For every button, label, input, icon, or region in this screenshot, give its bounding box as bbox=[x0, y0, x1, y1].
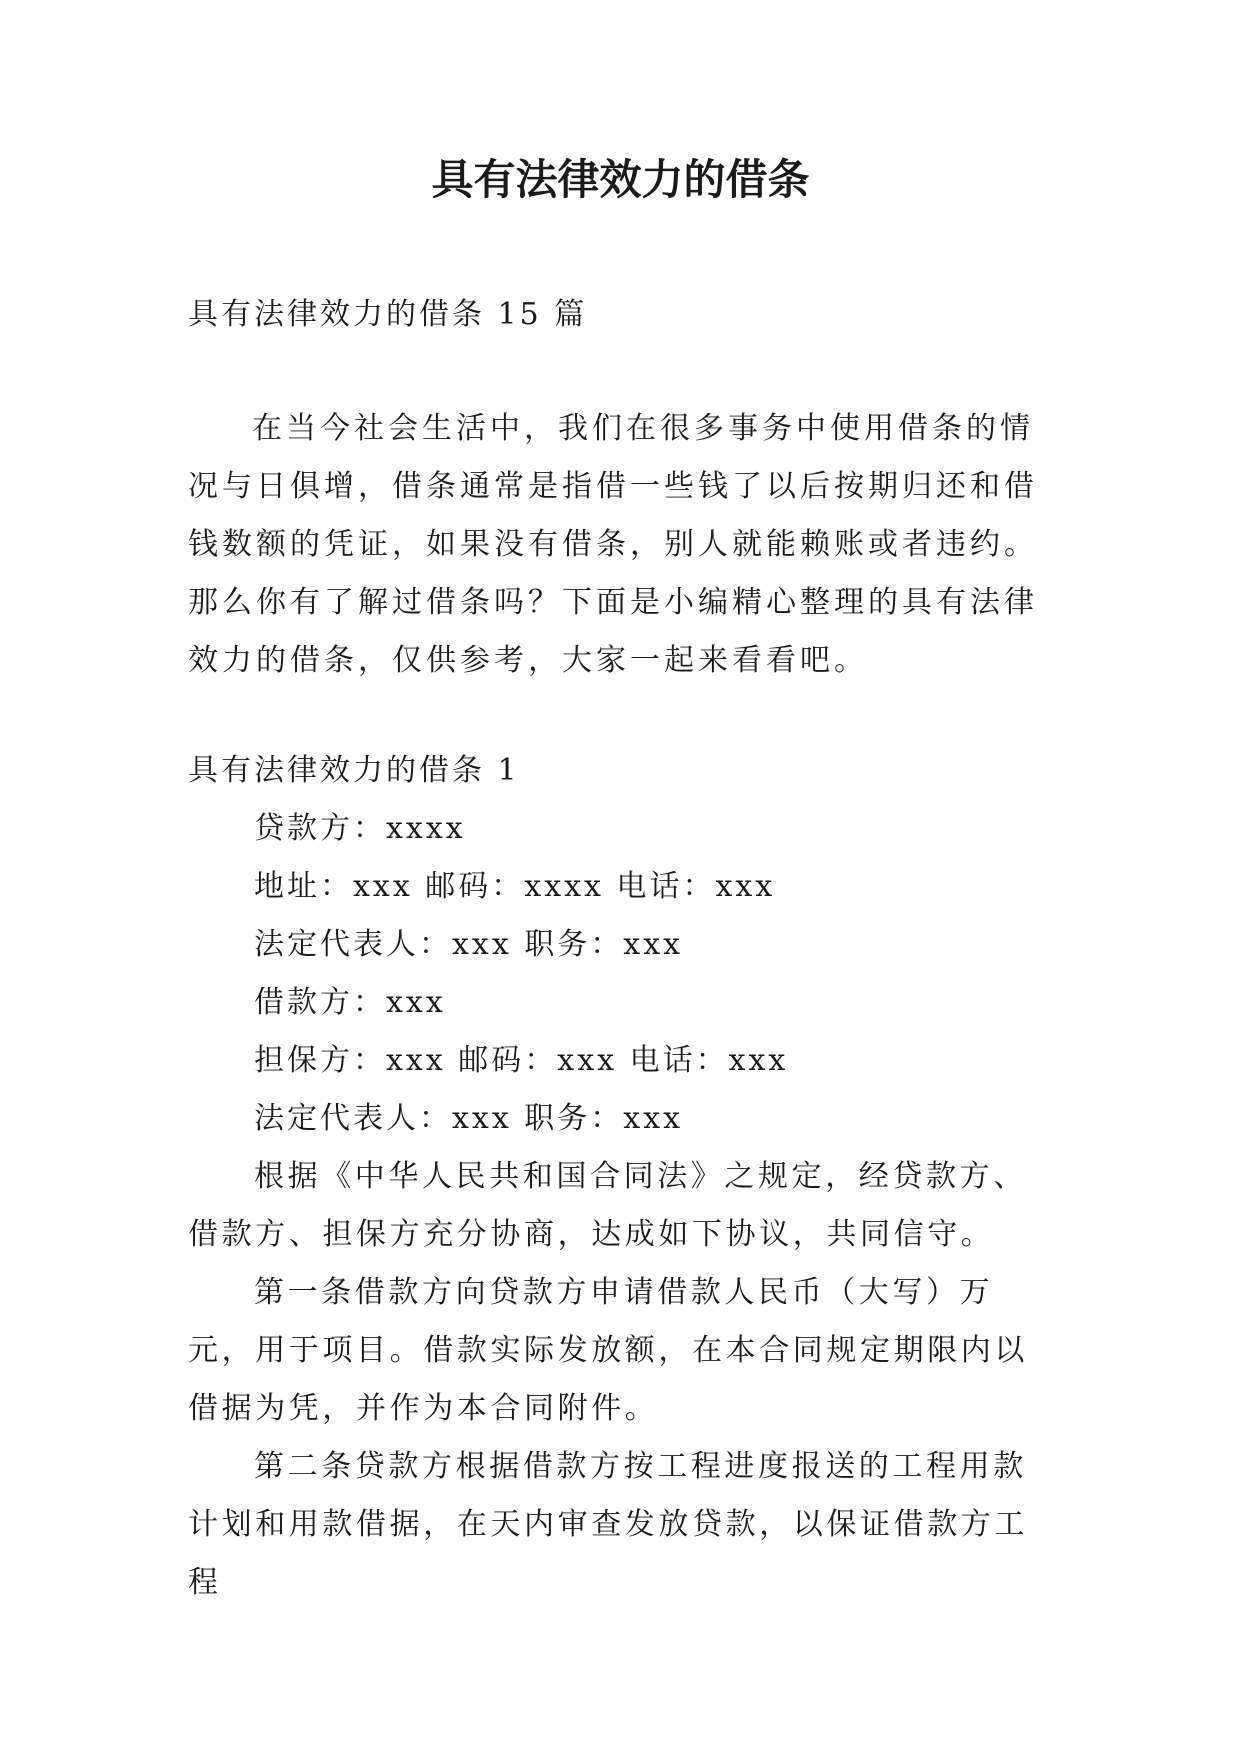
intro-paragraph: 在当今社会生活中，我们在很多事务中使用借条的情况与日俱增，借条通常是指借一些钱了以后按期归还和借钱数额的凭证，如果没有借条，别人就能赖账或者违约。那么你有了解过借条吗？下面是小编精心整理的具有法律效力的借条，仅供参考，大家一起来看看吧。 bbox=[188, 411, 1038, 678]
document-title: 具有法律效力的借条 bbox=[431, 155, 810, 204]
field-lender: 贷款方：xxxx bbox=[254, 811, 466, 846]
article-two-paragraph: 第二条贷款方根据借款方按工程进度报送的工程用款计划和用款借据，在天内审查发放贷款，以保证借款方工程 bbox=[188, 1449, 1028, 1600]
field-guarantor: 担保方：xxx 邮码：xxx 电话：xxx bbox=[254, 1043, 789, 1078]
spacer bbox=[188, 690, 1058, 742]
document-subtitle: 具有法律效力的借条 15 篇 bbox=[188, 297, 588, 332]
article-one-paragraph: 第一条借款方向贷款方申请借款人民币（大写）万元，用于项目。借款实际发放额，在本合同规定期限内以借据为凭，并作为本合同附件。 bbox=[188, 1275, 1028, 1426]
field-lender-representative: 法定代表人：xxx 职务：xxx bbox=[254, 927, 684, 962]
section-heading: 具有法律效力的借条 1 bbox=[188, 753, 520, 788]
agreement-paragraph: 根据《中华人民共和国合同法》之规定，经贷款方、借款方、担保方充分协商，达成如下协议，共同信守。 bbox=[188, 1159, 1027, 1252]
document-body bbox=[188, 286, 1058, 1612]
spacer bbox=[188, 344, 1058, 400]
field-borrower: 借款方：xxx bbox=[254, 985, 446, 1020]
field-guarantor-representative: 法定代表人：xxx 职务：xxx bbox=[254, 1101, 684, 1136]
field-lender-address: 地址：xxx 邮码：xxxx 电话：xxx bbox=[254, 869, 776, 904]
